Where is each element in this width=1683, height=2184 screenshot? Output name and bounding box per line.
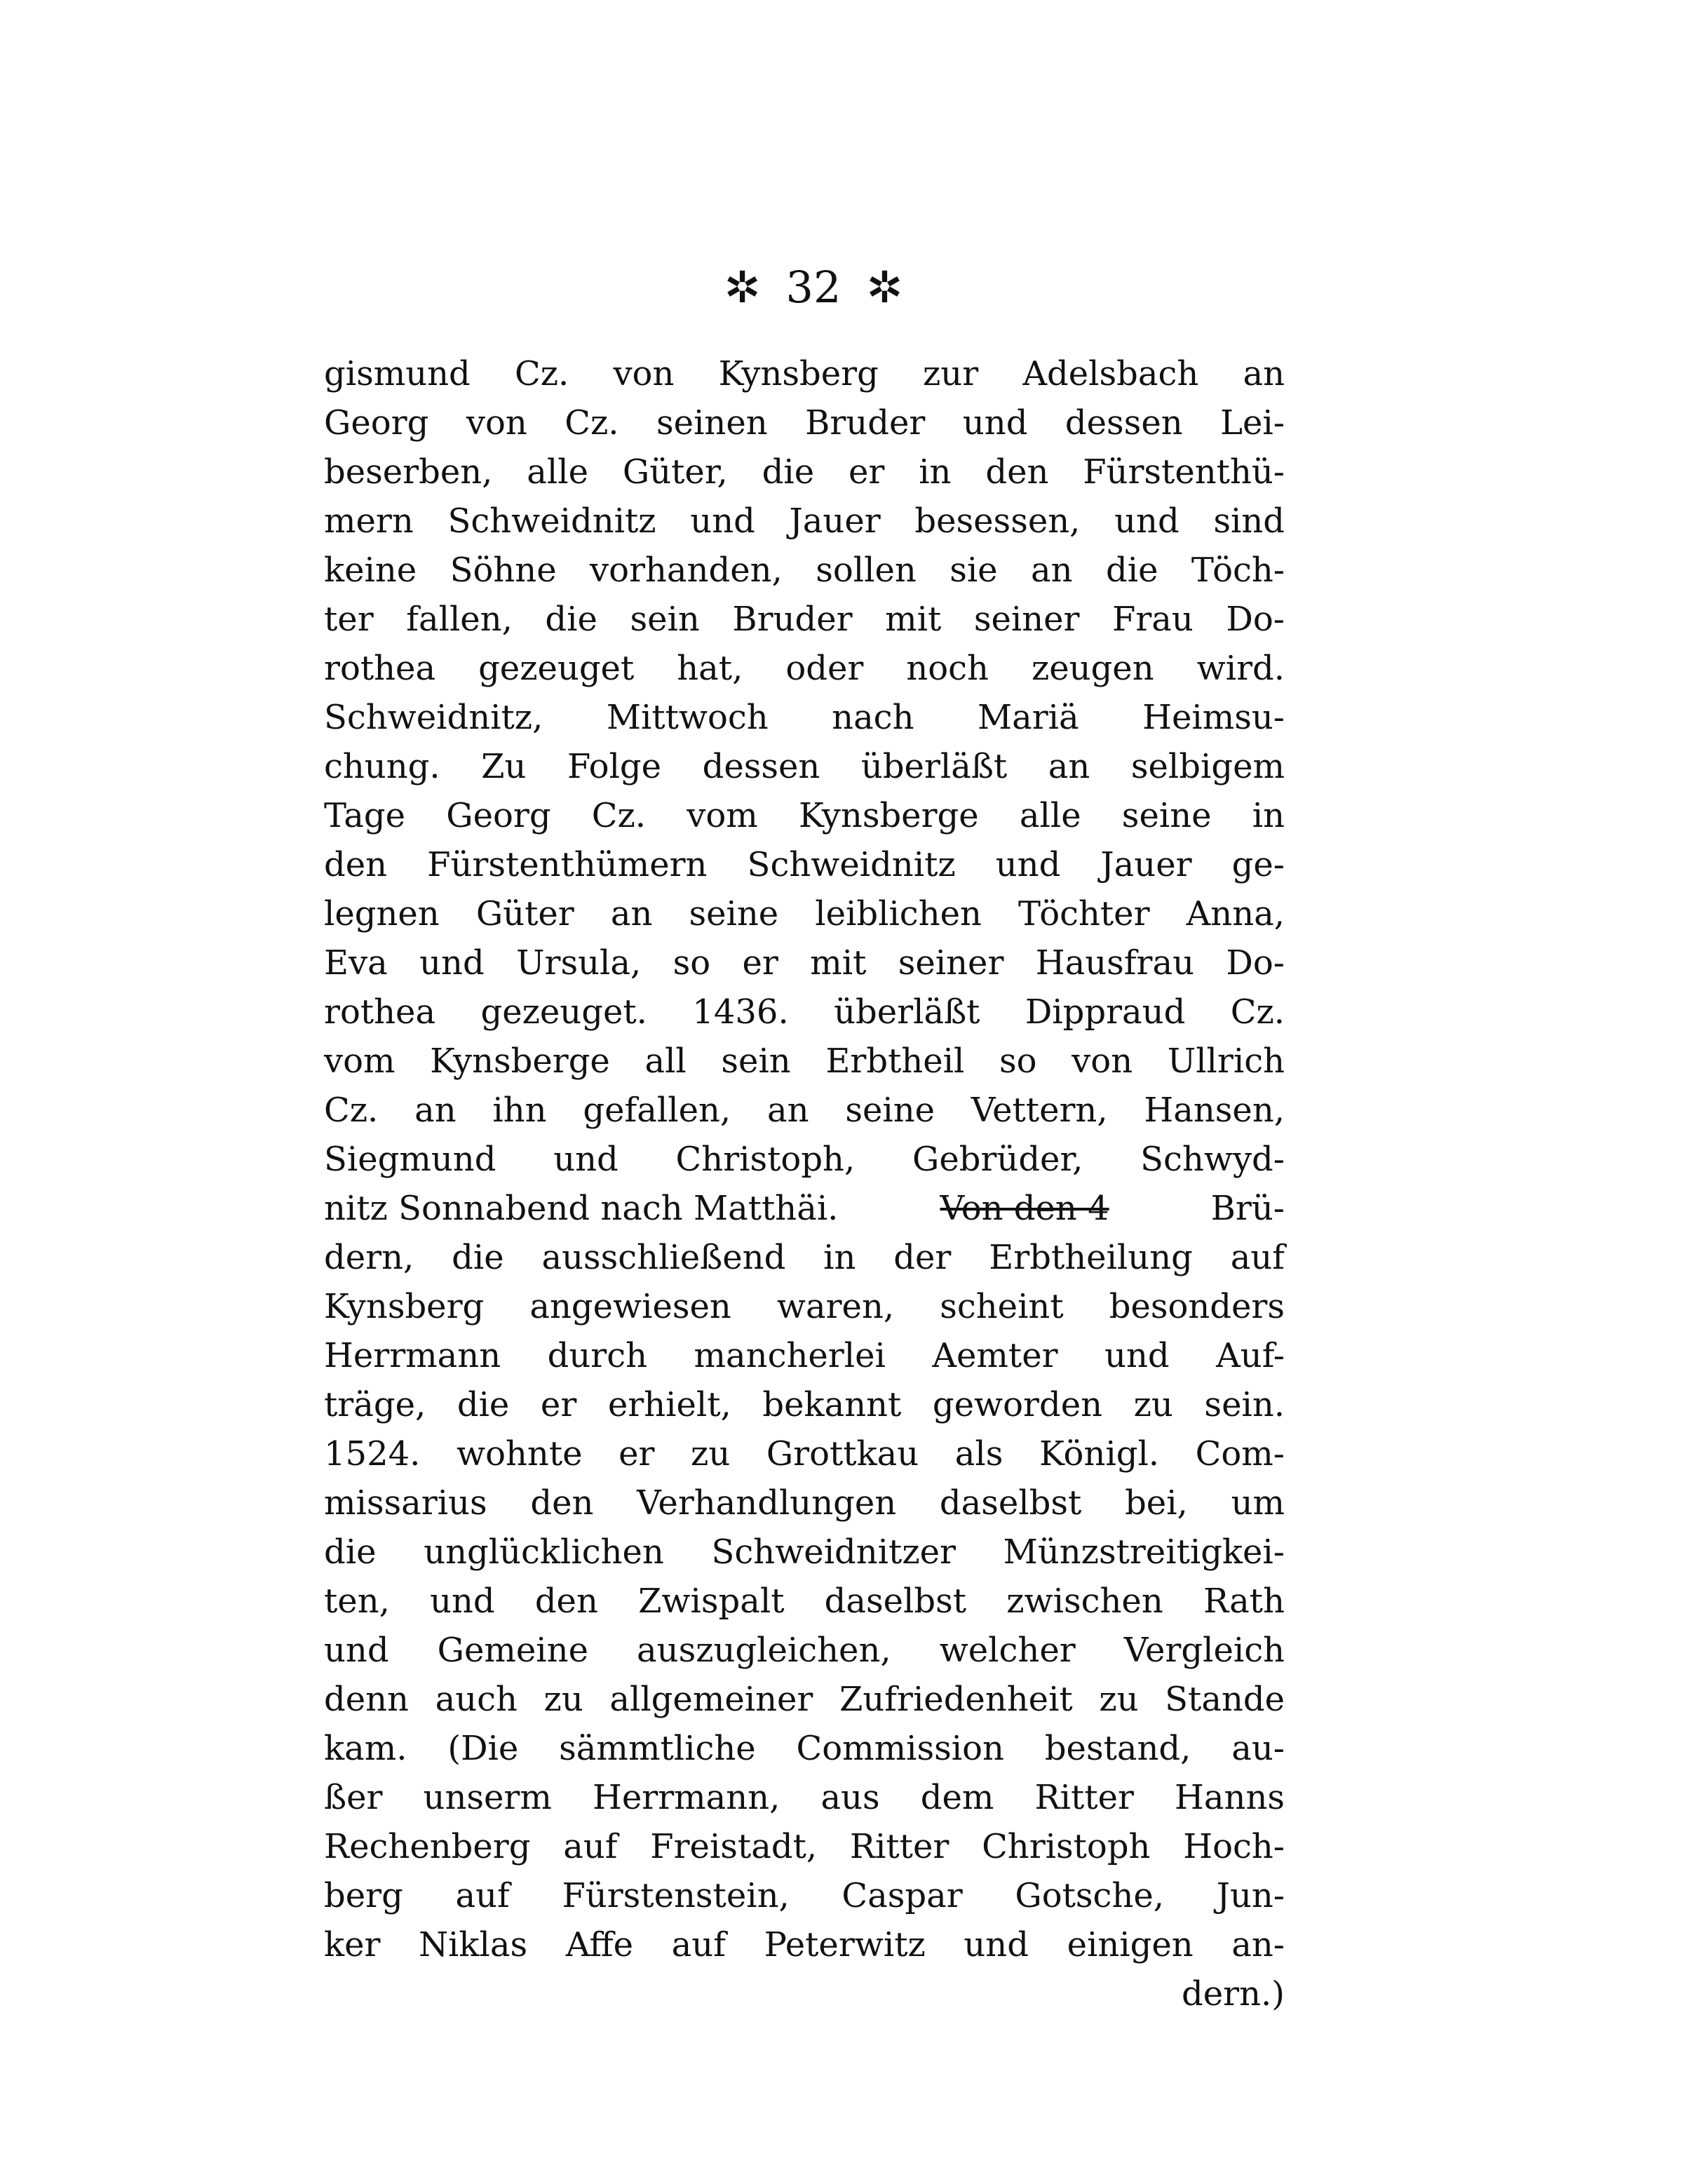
text-line: missarius den Verhandlungen daselbst bei, um	[324, 1483, 1285, 1523]
text-line: rothea gezeuget hat, oder noch zeugen wird.	[324, 649, 1285, 688]
text-segment: Brü-	[1210, 1189, 1285, 1228]
text-line: Tage Georg Cz. vom Kynsberge alle seine in	[324, 796, 1285, 835]
text-line: und Gemeine auszugleichen, welcher Vergleich	[324, 1631, 1285, 1670]
text-line: Eva und Ursula, so er mit seiner Hausfrau Do-	[324, 943, 1285, 983]
ornament-left-icon: ✲	[724, 262, 761, 313]
text-line: die unglücklichen Schweidnitzer Münzstreitigkei-	[324, 1532, 1285, 1572]
text-line: rothea gezeuget. 1436. überläßt Dippraud Cz.	[324, 992, 1285, 1032]
text-line: keine Söhne vorhanden, sollen sie an die Töch-	[324, 551, 1285, 590]
text-line: mern Schweidnitz und Jauer besessen, und sind	[324, 501, 1285, 541]
text-line: Rechenberg auf Freistadt, Ritter Christoph Hoch-	[324, 1827, 1285, 1866]
text-line: kam. (Die sämmtliche Commission bestand, au-	[324, 1729, 1285, 1768]
text-line: ßer unserm Herrmann, aus dem Ritter Hanns	[324, 1778, 1285, 1817]
text-line: gismund Cz. von Kynsberg zur Adelsbach an	[324, 354, 1285, 393]
page-number: 32	[785, 262, 842, 313]
text-line: Georg von Cz. seinen Bruder und dessen Lei-	[324, 403, 1285, 443]
text-line: den Fürstenthümern Schweidnitz und Jauer ge-	[324, 845, 1285, 884]
text-line: Siegmund und Christoph, Gebrüder, Schwyd-	[324, 1140, 1285, 1179]
text-line: chung. Zu Folge dessen überläßt an selbigem	[324, 747, 1285, 786]
text-line: ten, und den Zwispalt daselbst zwischen Rath	[324, 1582, 1285, 1621]
text-line: Herrmann durch mancherlei Aemter und Auf-	[324, 1336, 1285, 1375]
text-line: Schweidnitz, Mittwoch nach Mariä Heimsu-	[324, 698, 1285, 737]
page-header	[673, 256, 954, 319]
text-line: legnen Güter an seine leiblichen Töchter Anna,	[324, 894, 1285, 933]
text-line: träge, die er erhielt, bekannt geworden zu sein.	[324, 1385, 1285, 1424]
body-text	[324, 349, 1285, 2018]
text-line: berg auf Fürstenstein, Caspar Gotsche, Jun-	[324, 1876, 1285, 1915]
text-line: denn auch zu allgemeiner Zufriedenheit zu Stande	[324, 1680, 1285, 1719]
text-line: Kynsberg angewiesen waren, scheint besonders	[324, 1287, 1285, 1326]
struck-through-text: Von den 4	[940, 1189, 1109, 1228]
text-segment: nitz Sonnabend nach Matthäi.	[324, 1189, 839, 1228]
text-line: vom Kynsberge all sein Erbtheil so von Ullrich	[324, 1042, 1285, 1081]
text-line: 1524. wohnte er zu Grottkau als Königl. Com-	[324, 1434, 1285, 1474]
text-line: ker Niklas Affe auf Peterwitz und einigen an-	[324, 1925, 1285, 1964]
text-line-with-strikethrough	[324, 1184, 1285, 1233]
text-line: beserben, alle Güter, die er in den Fürstenthü-	[324, 452, 1285, 492]
text-line: ter fallen, die sein Bruder mit seiner Frau Do-	[324, 600, 1285, 639]
ornament-right-icon: ✲	[866, 262, 903, 313]
text-line-final: dern.)	[1182, 1974, 1285, 2014]
text-line: dern, die ausschließend in der Erbtheilung auf	[324, 1238, 1285, 1277]
text-line: Cz. an ihn gefallen, an seine Vettern, Hansen,	[324, 1091, 1285, 1130]
